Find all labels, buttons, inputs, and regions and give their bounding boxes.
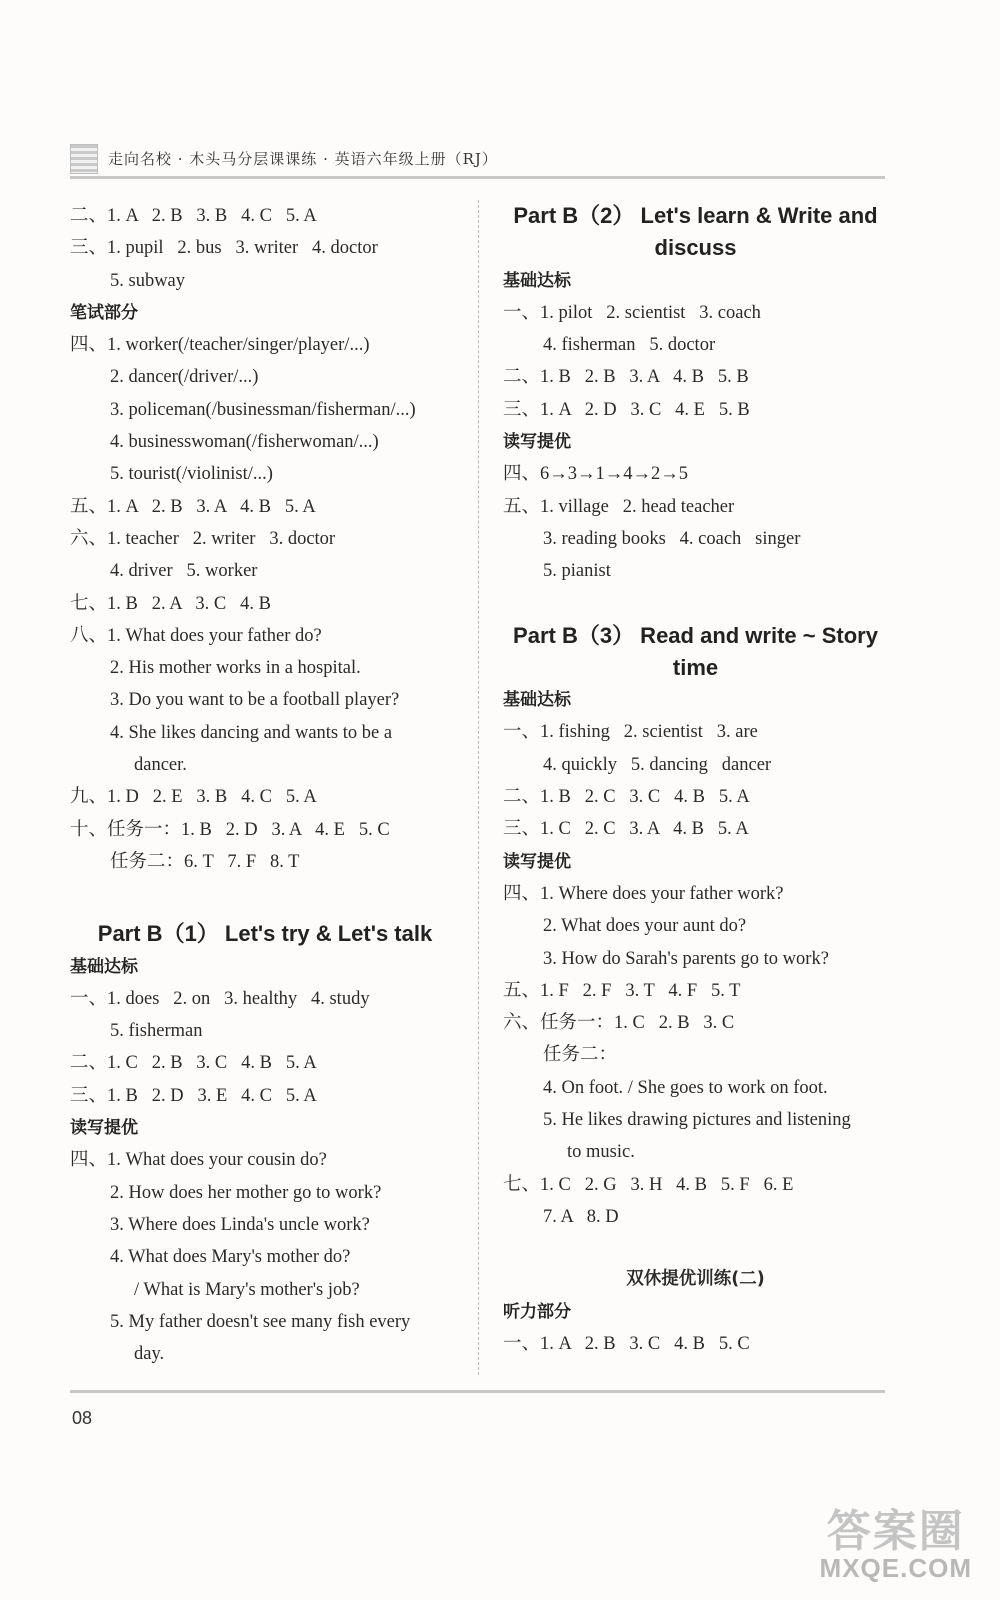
section-heading: 听力部分 (503, 1301, 571, 1322)
watermark-logo: 答案圈 (826, 1507, 965, 1556)
answer-line: to music. (567, 1142, 635, 1163)
answer-line: 4. driver 5. worker (110, 561, 258, 582)
column-divider (478, 200, 479, 1375)
answer-line: 二、1. A 2. B 3. B 4. C 5. A (70, 206, 317, 226)
part-title: Part B（2） Let's learn & Write and discuss (513, 203, 878, 261)
answer-line: 四、1. worker(/teacher/singer/player/...) (70, 335, 370, 356)
answer-line: 二、1. C 2. B 3. C 4. B 5. A (70, 1053, 317, 1074)
header-rule (70, 176, 885, 179)
page-number: 08 (72, 1408, 93, 1428)
answer-line: 二、1. B 2. C 3. C 4. B 5. A (503, 787, 750, 808)
answer-line: 五、1. village 2. head teacher (503, 496, 735, 517)
answer-line: 四、6→3→1→4→2→5 (503, 464, 689, 485)
answer-line: 四、1. Where does your father work? (503, 883, 784, 904)
answer-line: 2. dancer(/driver/...) (110, 367, 259, 388)
practice-title: 双休提优训练(二) (626, 1269, 765, 1290)
answer-line: 5. subway (110, 270, 186, 291)
answer-line: 三、1. B 2. D 3. E 4. C 5. A (70, 1085, 317, 1106)
part-title: Part B（1） Let's try & Let's talk (97, 921, 433, 947)
answer-line: 任务二：6. T 7. F 8. T (110, 851, 300, 872)
section-heading: 读写提优 (70, 1118, 138, 1139)
answer-line: 5. pianist (543, 561, 611, 582)
answer-line: 3. Where does Linda's uncle work? (110, 1214, 370, 1235)
answer-line: 九、1. D 2. E 3. B 4. C 5. A (70, 787, 317, 808)
answer-line: / What is Mary's mother's job? (134, 1279, 360, 1300)
answer-line: 5. fisherman (110, 1021, 203, 1042)
page-header (70, 142, 885, 178)
answer-line: 5. He likes drawing pictures and listening (543, 1110, 851, 1131)
answer-line: 七、1. B 2. A 3. C 4. B (70, 593, 271, 614)
answer-line: 一、1. A 2. B 3. C 4. B 5. C (503, 1333, 750, 1354)
section-heading: 基础达标 (70, 956, 138, 977)
answer-line: 七、1. C 2. G 3. H 4. B 5. F 6. E (503, 1174, 794, 1195)
answer-line: 4. businesswoman(/fisherwoman/...) (110, 432, 379, 453)
answer-line: 2. What does your aunt do? (543, 916, 747, 937)
answer-line: 5. My father doesn't see many fish every (110, 1311, 411, 1332)
book-icon (70, 144, 98, 174)
answer-line: 4. quickly 5. dancing dancer (543, 754, 772, 775)
section-heading: 基础达标 (503, 690, 571, 711)
answer-line: 十、任务一：1. B 2. D 3. A 4. E 5. C (70, 819, 390, 840)
section-heading: 读写提优 (503, 432, 571, 453)
answer-line: 三、1. A 2. D 3. C 4. E 5. B (503, 399, 750, 420)
section-heading: 笔试部分 (70, 302, 138, 323)
answer-line: 五、1. F 2. F 3. T 4. F 5. T (503, 980, 741, 1001)
answer-line: day. (134, 1344, 165, 1365)
answer-line: 五、1. A 2. B 3. A 4. B 5. A (70, 496, 316, 517)
part-title: Part B（3） Read and write ~ Story time (513, 622, 878, 680)
watermark (820, 1495, 972, 1584)
answer-line: 二、1. B 2. B 3. A 4. B 5. B (503, 367, 749, 388)
section-heading: 基础达标 (503, 270, 571, 291)
header-title: 走向名校 · 木头马分层课课练 · 英语六年级上册（RJ） (108, 150, 498, 168)
right-column (503, 200, 888, 1360)
answer-line: 3. reading books 4. coach singer (543, 528, 801, 549)
watermark-url: MXQE.COM (819, 1553, 972, 1583)
answer-line: 3. Do you want to be a football player? (110, 690, 400, 711)
answer-line: 2. How does her mother go to work? (110, 1182, 382, 1203)
answer-line: 3. policeman(/businessman/fisherman/...) (110, 399, 416, 420)
answer-line: 三、1. C 2. C 3. A 4. B 5. A (503, 819, 749, 840)
answer-line: 4. fisherman 5. doctor (543, 335, 716, 356)
answer-line: 一、1. fishing 2. scientist 3. are (503, 722, 758, 743)
answer-line: 4. What does Mary's mother do? (110, 1247, 351, 1268)
answer-line: 7. A 8. D (543, 1206, 619, 1227)
answer-line: 2. His mother works in a hospital. (110, 658, 361, 679)
answer-line: 三、1. pupil 2. bus 3. writer 4. doctor (70, 238, 378, 259)
answer-line: 六、任务一：1. C 2. B 3. C (503, 1013, 735, 1034)
left-column (70, 200, 460, 1370)
answer-line: 四、1. What does your cousin do? (70, 1150, 327, 1171)
answer-line: 5. tourist(/violinist/...) (110, 464, 273, 485)
answer-line: 六、1. teacher 2. writer 3. doctor (70, 528, 336, 549)
answer-line: 4. On foot. / She goes to work on foot. (543, 1077, 828, 1098)
answer-line: 一、1. does 2. on 3. healthy 4. study (70, 988, 370, 1009)
footer-rule (70, 1390, 885, 1393)
answer-line: 任务二： (543, 1045, 618, 1066)
answer-line: 一、1. pilot 2. scientist 3. coach (503, 302, 761, 323)
answer-line: 4. She likes dancing and wants to be a (110, 722, 393, 743)
answer-line: 3. How do Sarah's parents go to work? (543, 948, 829, 969)
answer-line: 八、1. What does your father do? (70, 625, 322, 646)
section-heading: 读写提优 (503, 851, 571, 872)
answer-line: dancer. (134, 755, 187, 776)
